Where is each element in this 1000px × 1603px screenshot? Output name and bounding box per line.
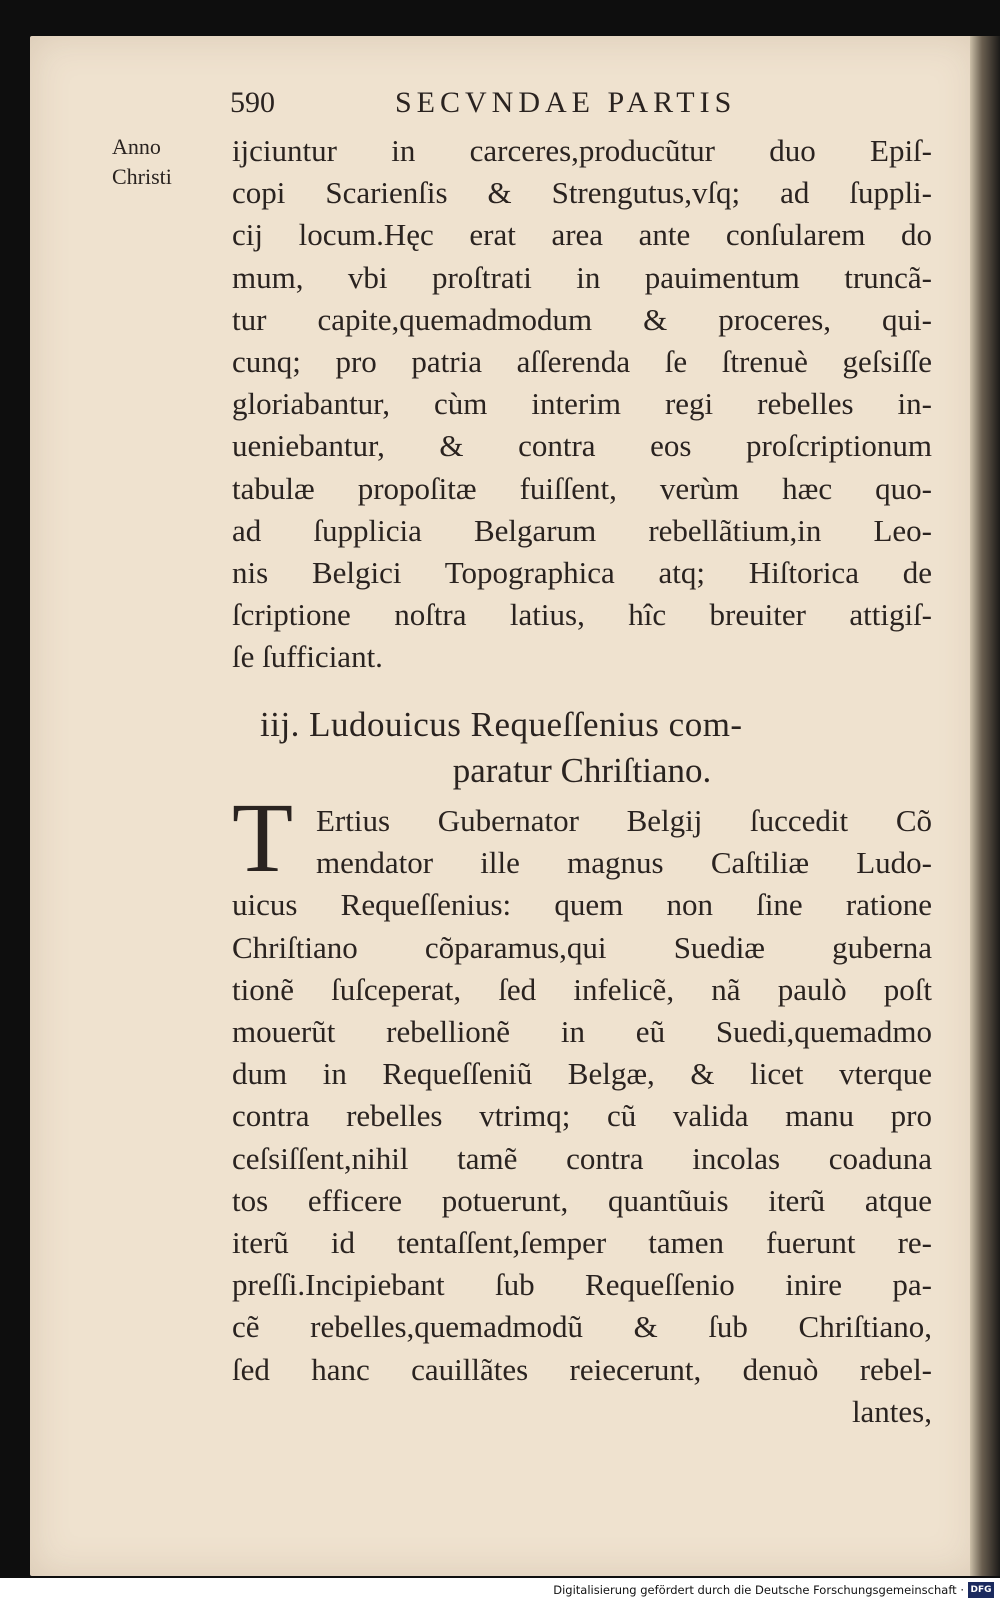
- footer-bar: [0, 1578, 1000, 1603]
- text-line: mendator ille magnus Caſtiliæ Ludo-: [316, 845, 932, 881]
- text-line: cẽ rebelles,quemadmodũ & ſub Chriſtiano,: [232, 1309, 932, 1345]
- text-line: gloriabantur, cùm interim regi rebelles in-: [232, 386, 932, 422]
- text-line: ſed hanc cauillãtes reiecerunt, denuò rebel-: [232, 1351, 932, 1387]
- book-spine-edge: [970, 36, 1000, 1576]
- text-line: dum in Requeſſeniũ Belgæ, & licet vterque: [232, 1056, 932, 1092]
- text-line: tur capite,quemadmodum & proceres, qui-: [232, 301, 932, 337]
- text-line: tabulæ propoſitæ fuiſſent, verùm hæc quo-: [232, 470, 932, 506]
- running-header: [230, 86, 930, 126]
- page-number: 590: [230, 86, 275, 119]
- text-line: preſſi.Incipiebant ſub Requeſſenio inire pa-: [232, 1267, 932, 1303]
- dfg-logo: DFG: [968, 1582, 994, 1598]
- text-line: mouerũt rebellionẽ in eũ Suedi,quemadmo: [232, 1014, 932, 1050]
- text-line: tionẽ ſuſceperat, ſed infelicẽ, nã paulò poſt: [232, 971, 932, 1007]
- text-line: mum, vbi proſtrati in pauimentum truncã-: [232, 259, 932, 295]
- text-line: nis Belgici Topographica atq; Hiſtorica de: [232, 555, 932, 591]
- running-title: SECVNDAE PARTIS: [395, 86, 737, 119]
- text-line: ceſsiſſent,nihil tamẽ contra incolas coaduna: [232, 1140, 932, 1176]
- text-line: ĳciuntur in carceres,producũtur duo Epiſ-: [232, 133, 932, 168]
- text-line: cij locum.Hęc erat area ante conſularem do: [232, 217, 932, 253]
- catchword: lantes,: [851, 1393, 932, 1429]
- text-line: contra rebelles vtrimq; cũ valida manu pro: [232, 1098, 932, 1134]
- text-line: ueniebantur, & contra eos proſcriptionum: [232, 428, 932, 464]
- text-line: copi Scarienſis & Strengutus,vſq; ad ſuppli-: [232, 175, 932, 211]
- section-heading: [232, 702, 932, 794]
- drop-cap: T: [232, 782, 294, 893]
- funding-credit: Digitalisierung gefördert durch die Deutsche Forschungsgemeinschaft ·: [553, 1583, 964, 1597]
- text-line: ad ſupplicia Belgarum rebellãtium,in Leo-: [232, 512, 932, 548]
- text-line: ſe ſufficiant.: [232, 639, 383, 675]
- margin-note-line: Christi: [112, 164, 172, 189]
- margin-note-line: Anno: [112, 134, 161, 159]
- text-line: uicus Requeſſenius: quem non ſine ratione: [232, 887, 932, 923]
- margin-note: [112, 132, 222, 192]
- section-heading-line: paratur Chriſtiano.: [452, 751, 712, 790]
- text-line: ſcriptione noſtra latius, hîc breuiter attigiſ-: [232, 597, 932, 633]
- text-line: tos efficere potuerunt, quantũuis iterũ atque: [232, 1182, 932, 1218]
- text-line: Ertius Gubernator Belgij ſuccedit Cõ: [316, 803, 932, 838]
- text-line: iterũ id tentaſſent,ſemper tamen fuerunt re-: [232, 1225, 932, 1261]
- body-text-top: [232, 130, 932, 679]
- text-line: Chriſtiano cõparamus,qui Suediæ guberna: [232, 929, 932, 965]
- section-heading-line: iij. Ludouicus Requeſſenius com-: [260, 705, 743, 744]
- body-text-bottom: [232, 800, 932, 1433]
- text-line: cunq; pro patria aſſerenda ſe ſtrenuè geſsiſſe: [232, 344, 932, 380]
